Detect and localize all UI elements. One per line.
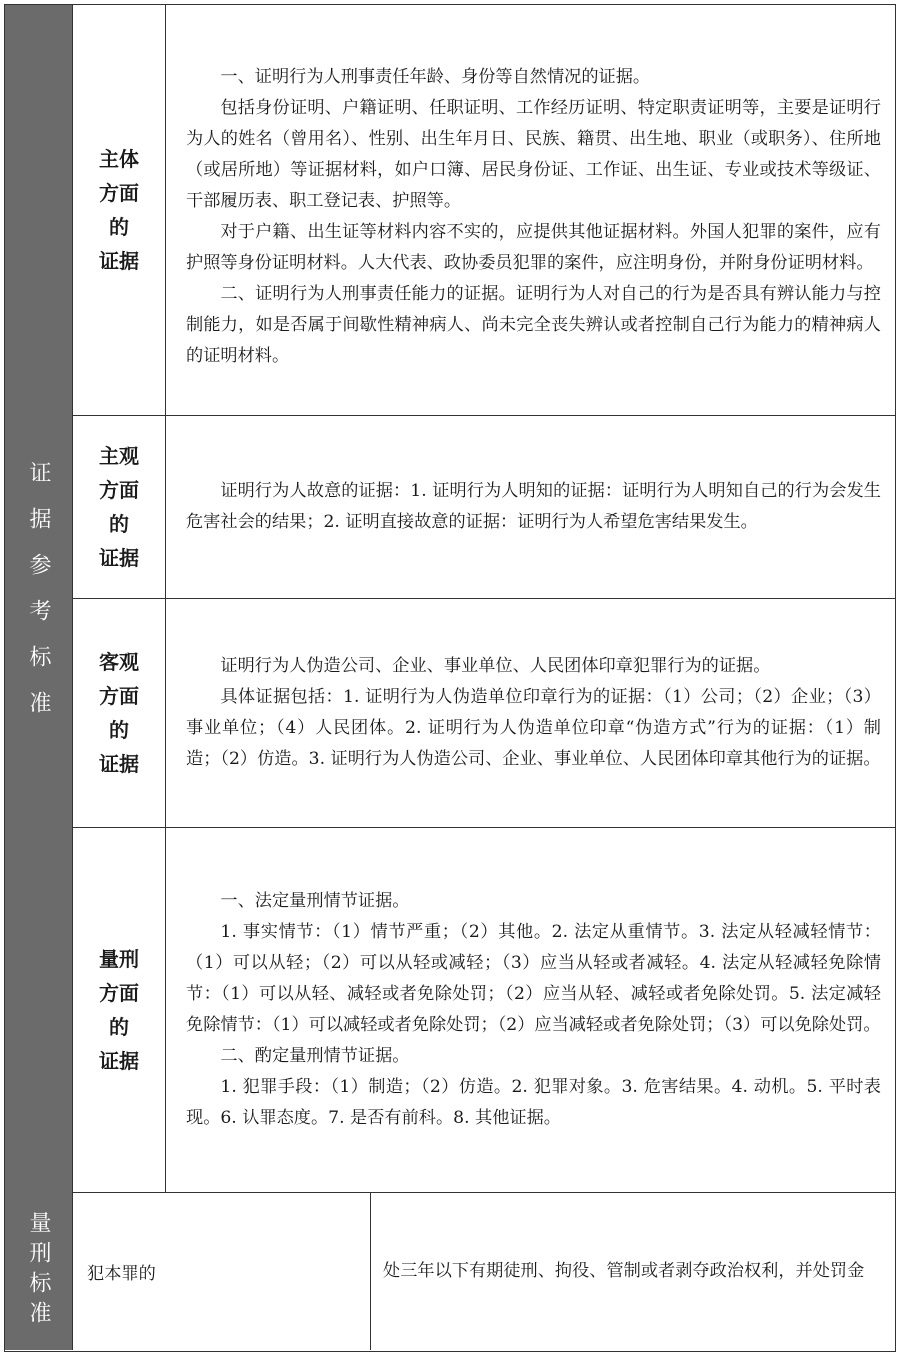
subject-evidence-content [166,5,895,415]
sentencing-evidence-content [166,827,895,1192]
paragraph: 包括身份证明、户籍证明、任职证明、工作经历证明、特定职责证明等，主要是证明行为人的姓名（曾用名）、性别、出生年月日、民族、籍贯、出生地、职业（或职务）、住所地（或居所地）等证据材料，如户口簿、居民身份证、工作证、出生证、专业或技术等级证、干部履历表、职工登记表、护照等。 [186,98,881,211]
subjective-evidence-label: 主观 方面 的 证据 [73,415,166,598]
crime-text: 犯本罪的 [87,1263,156,1284]
paragraph: 对于户籍、出生证等材料内容不实的，应提供其他证据材料。外国人犯罪的案件，应有护照等身份证明材料。人大代表、政协委员犯罪的案件，应注明身份，并附身份证明材料。 [186,222,881,273]
subject-evidence-label: 主体 方面 的 证据 [73,5,166,415]
objective-evidence-content [166,598,895,827]
paragraph: 二、酌定量刑情节证据。 [220,1045,410,1066]
paragraph: 一、证明行为人刑事责任年龄、身份等自然情况的证据。 [220,67,651,87]
penalty-text: 处三年以下有期徒刑、拘役、管制或者剥夺政治权利，并处罚金 [383,1261,865,1281]
sentencing-standard-side-text: 量刑标准 [26,1211,51,1331]
paragraph: 二、证明行为人刑事责任能力的证据。证明行为人对自己的行为是否具有辨认能力与控制能力，如是否属于间歇性精神病人、尚未完全丧失辨认或者控制自己行为能力的精神病人的证明材料。 [186,284,881,366]
evidence-standard-side-label [5,5,73,1192]
paragraph: 一、法定量刑情节证据。 [220,890,410,911]
paragraph: 1. 事实情节：（1）情节严重；（2）其他。2. 法定从重情节。3. 法定从轻减轻情节：（1）可以从轻；（2）可以从轻或减轻；（3）应当从轻或者减轻。4. 法定从轻减轻免除情节：（1）可以从轻、减轻或者免除处罚；（2）应当从轻、减轻或者免除处罚。5. 法定减轻免除情节：（1）可以减轻或者免除处罚；（2）应当减轻或者免除处罚；（3）可以免除处罚。 [186,921,881,1035]
paragraph: 证明行为人故意的证据：1. 证明行为人明知的证据：证明行为人明知自己的行为会发生危害社会的结果；2. 证明直接故意的证据：证明行为人希望危害结果发生。 [186,480,881,532]
paragraph: 证明行为人伪造公司、企业、事业单位、人民团体印章犯罪行为的证据。 [220,655,771,676]
paragraph: 1. 犯罪手段：（1）制造；（2）仿造。2. 犯罪对象。3. 危害结果。4. 动机。5. 平时表现。6. 认罪态度。7. 是否有前科。8. 其他证据。 [186,1076,881,1128]
sentencing-standard-side-label [5,1192,73,1350]
sentencing-evidence-label: 量刑 方面 的 证据 [73,827,166,1192]
crime-cell [73,1192,371,1350]
penalty-cell [371,1192,895,1350]
evidence-table [4,4,896,1352]
subjective-evidence-content [166,415,895,598]
evidence-standard-side-text: 证据参考标准 [26,460,51,737]
paragraph: 具体证据包括：1. 证明行为人伪造单位印章行为的证据：（1）公司；（2）企业；（3）事业单位；（4）人民团体。2. 证明行为人伪造单位印章“伪造方式”行为的证据：（1）制造；（2）仿造。3. 证明行为人伪造公司、企业、事业单位、人民团体印章其他行为的证据。 [186,686,881,769]
objective-evidence-label: 客观 方面 的 证据 [73,598,166,827]
